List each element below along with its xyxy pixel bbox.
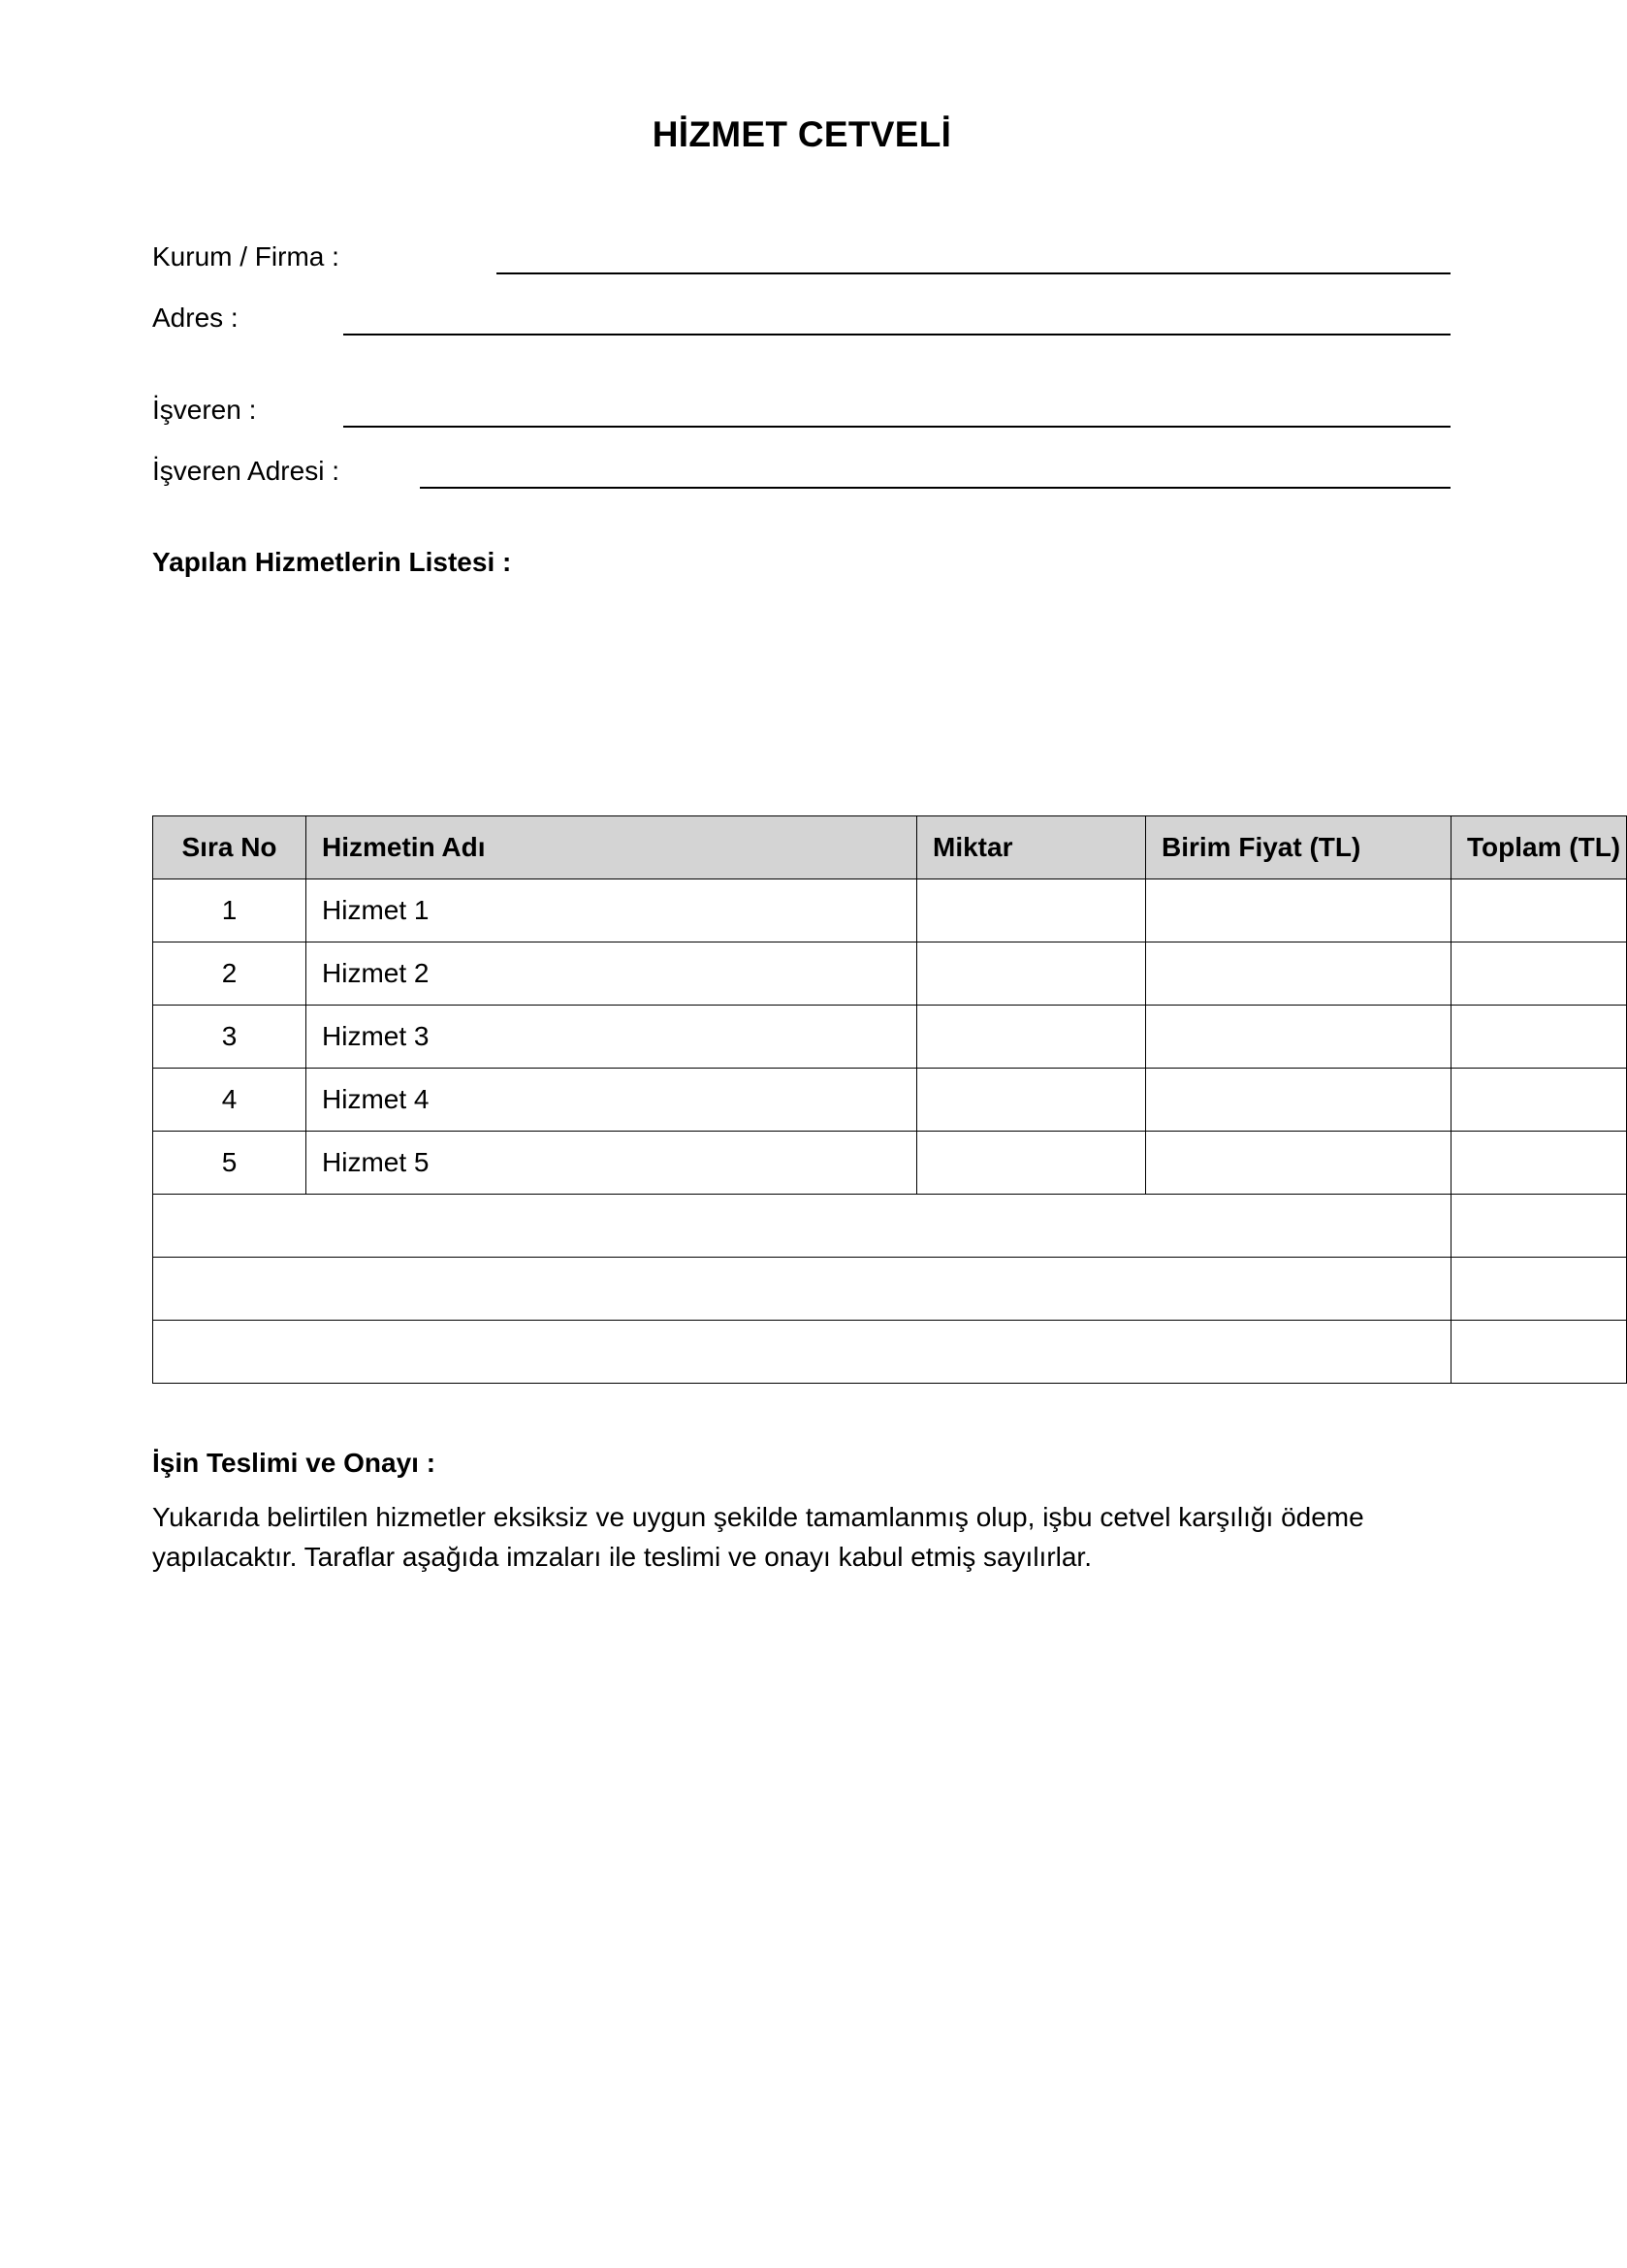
total-cell[interactable]: [1452, 879, 1627, 942]
services-heading: Yapılan Hizmetlerin Listesi :: [152, 547, 512, 577]
company-field-line[interactable]: [496, 272, 1451, 274]
company-label: Kurum / Firma :: [152, 241, 339, 272]
row-number: 2: [153, 942, 306, 1006]
row-number: 3: [153, 1006, 306, 1069]
document-title: HİZMET CETVELİ: [652, 114, 952, 154]
service-name: Hizmet 2: [306, 942, 917, 1006]
services-table: [152, 815, 1627, 1384]
total-cell[interactable]: [1452, 1006, 1627, 1069]
quantity-cell[interactable]: [917, 879, 1146, 942]
total-cell[interactable]: [1452, 1069, 1627, 1132]
address-field-line[interactable]: [343, 334, 1451, 335]
row-number: 1: [153, 879, 306, 942]
total-cell[interactable]: [1452, 1132, 1627, 1195]
table-row: [153, 1069, 1627, 1132]
unit-price-cell[interactable]: [1146, 1132, 1452, 1195]
column-header-no: Sıra No: [153, 816, 306, 879]
table-row: [153, 1132, 1627, 1195]
employer-label: İşveren :: [152, 395, 257, 425]
table-row: [153, 1006, 1627, 1069]
table-row: [153, 879, 1627, 942]
row-number: 5: [153, 1132, 306, 1195]
table-header-row: [153, 816, 1627, 879]
quantity-cell[interactable]: [917, 1069, 1146, 1132]
summary-value-cell[interactable]: [1452, 1258, 1627, 1321]
column-header-unit-price: Birim Fiyat (TL): [1146, 816, 1452, 879]
service-name: Hizmet 5: [306, 1132, 917, 1195]
summary-label-cell[interactable]: [153, 1258, 1452, 1321]
quantity-cell[interactable]: [917, 1006, 1146, 1069]
quantity-cell[interactable]: [917, 1132, 1146, 1195]
column-header-name: Hizmetin Adı: [306, 816, 917, 879]
unit-price-cell[interactable]: [1146, 942, 1452, 1006]
employer-field-line[interactable]: [343, 426, 1451, 428]
delivery-text: Yukarıda belirtilen hizmetler eksiksiz ve uygun şekilde tamamlanmış olup, işbu cetvel karşılığı ödeme yapılacaktır. Taraflar aşağıda imzaları ile teslimi ve onayı kabul etmiş sayılırlar.: [152, 1502, 1364, 1572]
column-header-quantity: Miktar: [917, 816, 1146, 879]
total-cell[interactable]: [1452, 942, 1627, 1006]
quantity-cell[interactable]: [917, 942, 1146, 1006]
summary-label-cell[interactable]: [153, 1321, 1452, 1384]
summary-row: [153, 1195, 1627, 1258]
address-label: Adres :: [152, 303, 239, 333]
column-header-total: Toplam (TL): [1452, 816, 1627, 879]
summary-row: [153, 1258, 1627, 1321]
employer-address-field-line[interactable]: [420, 487, 1451, 489]
unit-price-cell[interactable]: [1146, 1069, 1452, 1132]
summary-value-cell[interactable]: [1452, 1321, 1627, 1384]
summary-label-cell[interactable]: [153, 1195, 1452, 1258]
service-name: Hizmet 4: [306, 1069, 917, 1132]
delivery-heading: İşin Teslimi ve Onayı :: [152, 1448, 436, 1478]
service-name: Hizmet 3: [306, 1006, 917, 1069]
unit-price-cell[interactable]: [1146, 879, 1452, 942]
employer-address-label: İşveren Adresi :: [152, 456, 339, 486]
unit-price-cell[interactable]: [1146, 1006, 1452, 1069]
service-name: Hizmet 1: [306, 879, 917, 942]
table-row: [153, 942, 1627, 1006]
summary-value-cell[interactable]: [1452, 1195, 1627, 1258]
row-number: 4: [153, 1069, 306, 1132]
summary-row: [153, 1321, 1627, 1384]
